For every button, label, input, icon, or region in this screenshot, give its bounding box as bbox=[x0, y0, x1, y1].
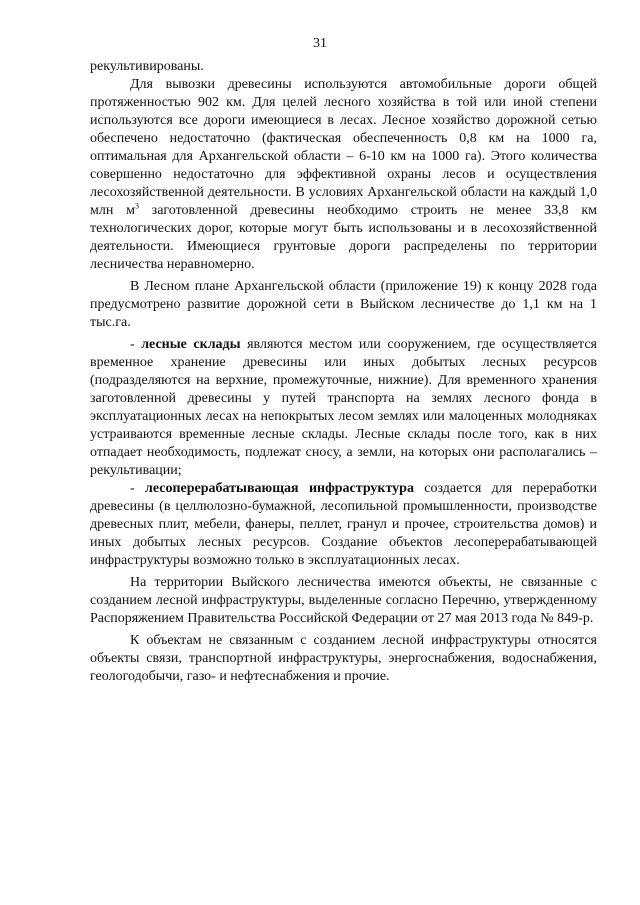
superscript-3: 3 bbox=[134, 201, 139, 211]
page-number: 31 bbox=[313, 36, 327, 51]
paragraph-text: К объектам не связанным с созданием лесной инфраструктуры относятся объекты связи, транспортной инфраструктуры, энергоснабжения, водоснабжения, геологодобычи, газо- и нефтеснабжения и прочие. bbox=[90, 633, 597, 684]
document-body bbox=[90, 58, 597, 686]
paragraph-3 bbox=[90, 278, 597, 332]
paragraph-7 bbox=[90, 632, 597, 686]
paragraph-4 bbox=[90, 336, 597, 480]
paragraph-text: создается для переработки древесины (в целлюлозно-бумажной, лесопильной промышленности, производстве древесных плит, мебели, фанеры, пеллет, гранул и прочее, строительства домов) и иных добытых лесных ресурсов. Создание объектов лесоперерабатывающей инфраструктуры возможно только в эксплуатационных лесах. bbox=[90, 481, 597, 568]
paragraph-text: рекультивированы. bbox=[90, 59, 204, 74]
paragraph-text: На территории Выйского лесничества имеются объекты, не связанные с созданием лесной инфраструктуры, выделенные согласно Перечню, утвержденному Распоряжением Правительства Российской Федерации от 27 мая 2013 года № 849-р. bbox=[90, 575, 597, 626]
paragraph-text: В Лесном плане Архангельской области (приложение 19) к концу 2028 года предусмотрено развитие дорожной сети в Выйском лесничестве до 1,1 км на 1 тыс.га. bbox=[90, 279, 597, 330]
bold-term: лесоперерабатывающая инфраструктура bbox=[145, 481, 414, 496]
paragraph-5 bbox=[90, 480, 597, 570]
paragraph-1 bbox=[90, 58, 597, 76]
paragraph-2 bbox=[90, 76, 597, 274]
list-dash: - bbox=[130, 337, 142, 352]
paragraph-text: заготовленной древесины необходимо строить не менее 33,8 км технологических дорог, которые могут быть использованы и в лесохозяйственной деятельности. Имеющиеся грунтовые дороги распределены по территории лесничества неравномерно. bbox=[90, 203, 597, 272]
list-dash: - bbox=[130, 481, 145, 496]
paragraph-text: являются местом или сооружением, где осуществляется временное хранение древесины или иных добытых лесных ресурсов (подразделяются на верхние, промежуточные, нижние). Для временного хранения заготовленной древесины у путей транспорта на землях лесного фонда в эксплуатационных лесах на непокрытых лесом землях или малоценных молодняках устраиваются временные лесные склады. Лесные склады после того, как в них отпадает необходимость, подлежат сносу, а земли, на которых они располагались – рекультивации; bbox=[90, 337, 597, 478]
bold-term: лесные склады bbox=[141, 337, 241, 352]
paragraph-6 bbox=[90, 574, 597, 628]
paragraph-text: Для вывозки древесины используются автомобильные дороги общей протяженностью 902 км. Для целей лесного хозяйства в той или иной степени используются все дороги имеющиеся в лесах. Лесное хозяйство дорожной сетью обеспечено недостаточно (фактическая обеспеченность 0,8 км на 1000 га, оптимальная для Архангельской области – 6-10 км на 1000 га). Этого количества совершенно недостаточно для эффективной охраны лесов и осуществления лесохозяйственной деятельности. В условиях Архангельской области на каждый 1,0 млн м bbox=[90, 77, 597, 218]
